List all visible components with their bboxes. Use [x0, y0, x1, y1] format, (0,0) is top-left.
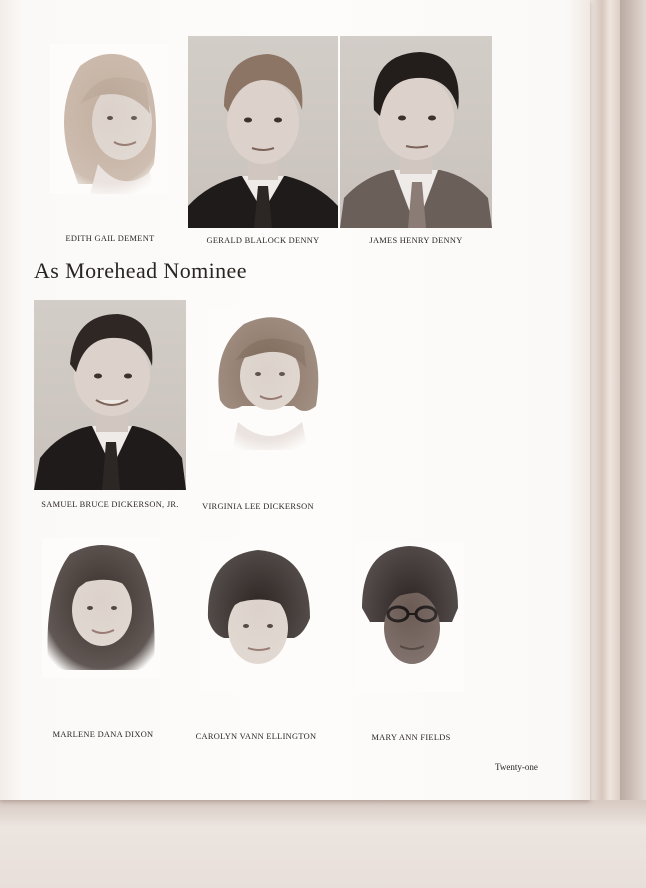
scanner-bottom-band — [0, 800, 646, 888]
portrait-photo — [50, 44, 168, 194]
portrait-caption: GERALD BLALOCK DENNY — [206, 236, 320, 245]
page-number: Twenty-one — [495, 762, 538, 772]
portrait-photo — [340, 36, 492, 228]
portrait-caption: SAMUEL BRUCE DICKERSON, JR. — [41, 500, 179, 509]
portrait-caption: MARLENE DANA DIXON — [52, 730, 154, 739]
portrait-caption: MARY ANN FIELDS — [371, 733, 451, 742]
portrait-photo — [34, 300, 186, 490]
portrait-photo — [356, 542, 464, 692]
portrait-caption: VIRGINIA LEE DICKERSON — [202, 502, 314, 511]
portrait-caption: CAROLYN VANN ELLINGTON — [195, 732, 317, 741]
portrait-photo — [200, 542, 318, 690]
section-heading: As Morehead Nominee — [34, 258, 247, 283]
portrait-photo — [188, 36, 338, 228]
page-edge-shadow — [620, 0, 646, 805]
portrait-photo — [42, 538, 160, 678]
portrait-caption: EDITH GAIL DEMENT — [65, 234, 155, 243]
portrait-photo — [208, 310, 326, 450]
portrait-caption: JAMES HENRY DENNY — [369, 236, 463, 245]
